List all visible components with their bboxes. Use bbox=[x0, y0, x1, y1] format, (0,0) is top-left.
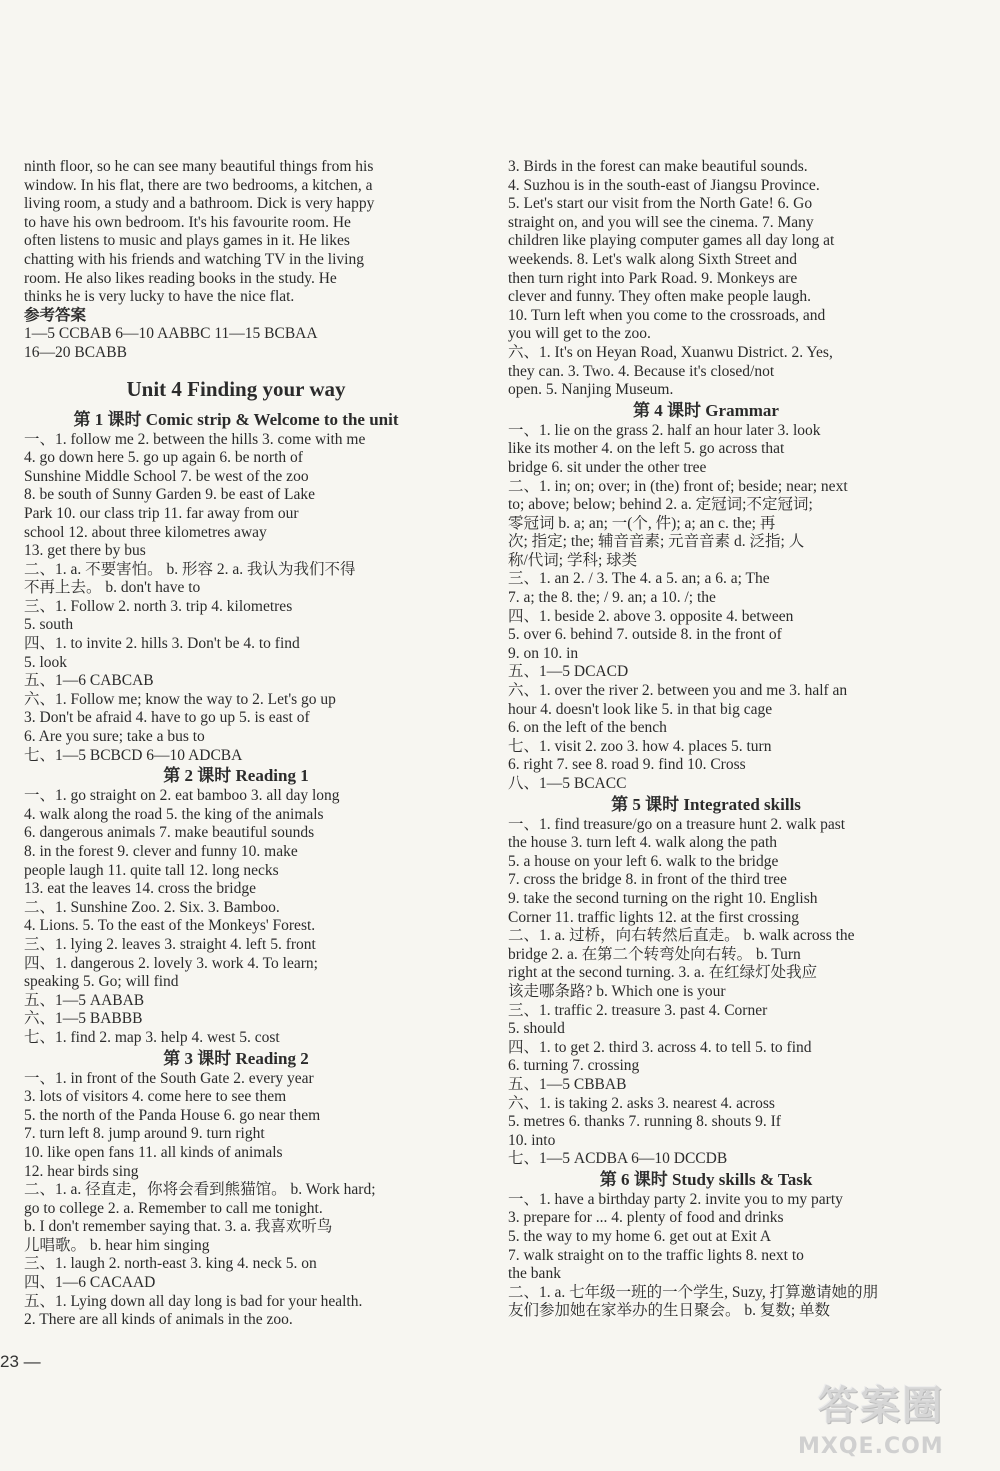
text-line: bridge 6. sit under the other tree bbox=[508, 458, 707, 476]
text-line: 七、1. find 2. map 3. help 4. west 5. cost bbox=[24, 1028, 280, 1046]
text-line: 4. Lions. 5. To the east of the Monkeys' Forest. bbox=[24, 917, 316, 935]
text-line: 6. right 7. see 8. road 9. find 10. Cross bbox=[508, 756, 746, 774]
text-line: thinks he is very lucky to have the nice flat. bbox=[24, 288, 295, 306]
text-line: 8. be south of Sunny Garden 9. be east of Lake bbox=[24, 486, 315, 504]
text-line: the bank bbox=[508, 1265, 561, 1283]
text-line: 13. get there by bus bbox=[24, 542, 146, 560]
text-line: 四、1. beside 2. above 3. opposite 4. between bbox=[508, 607, 794, 625]
text-line: 四、1. dangerous 2. lovely 3. work 4. To learn; bbox=[24, 954, 318, 972]
text-line: 4. Suzhou is in the south-east of Jiangsu Province. bbox=[508, 176, 820, 194]
text-line: 7. a; the 8. the; / 9. an; a 10. /; the bbox=[508, 589, 716, 607]
text-line: clever and funny. They often make people laugh. bbox=[508, 288, 811, 306]
text-line: 4. walk along the road 5. the king of the animals bbox=[24, 805, 324, 823]
lesson-heading: 第 3 课时 Reading 2 bbox=[163, 1048, 309, 1068]
text-line: 三、1. an 2. / 3. The 4. a 5. an; a 6. a; The bbox=[508, 570, 770, 588]
text-line: 6. Are you sure; take a bus to bbox=[24, 728, 205, 746]
watermark-text: 答案圈 bbox=[818, 1383, 944, 1429]
text-line: 八、1—5 BCACC bbox=[508, 775, 627, 792]
text-line: then turn right into Park Road. 9. Monkeys are bbox=[508, 269, 798, 287]
text-line: window. In his flat, there are two bedrooms, a kitchen, a bbox=[24, 176, 373, 194]
text-line: 二、1. a. 七年级一班的一个学生, Suzy, 打算邀请她的朋 bbox=[508, 1283, 879, 1301]
text-line: 该走哪条路? b. Which one is your bbox=[508, 982, 726, 1000]
text-line: 二、1. a. 不要害怕。 b. 形容 2. a. 我认为我们不得 bbox=[24, 560, 356, 578]
text-line: 六、1. is taking 2. asks 3. nearest 4. across bbox=[508, 1094, 775, 1112]
text-line: 六、1—5 BABBB bbox=[24, 1010, 143, 1028]
text-line: 零冠词 b. a; an; 一(个, 件); a; an c. the; 再 bbox=[508, 514, 776, 532]
text-line: 三、1. Follow 2. north 3. trip 4. kilometres bbox=[24, 597, 293, 615]
text-line: 不再上去。 b. don't have to bbox=[24, 579, 201, 597]
text-line: like its mother 4. on the left 5. go across that bbox=[508, 440, 785, 458]
text-line: school 12. about three kilometres away bbox=[24, 523, 267, 541]
text-line: to have his own bedroom. It's his favourite room. He bbox=[24, 213, 351, 231]
text-line: 五、1—5 AABAB bbox=[24, 991, 145, 1009]
text-line: 5. should bbox=[508, 1020, 565, 1038]
text-line: often listens to music and plays games in it. He likes bbox=[24, 232, 350, 250]
text-line: b. I don't remember saying that. 3. a. 我喜欢听鸟 bbox=[24, 1218, 333, 1236]
text-line: 二、1. Sunshine Zoo. 2. Six. 3. Bamboo. bbox=[24, 898, 280, 916]
text-line: 一、1. go straight on 2. eat bamboo 3. all day long bbox=[24, 787, 340, 805]
text-line: ninth floor, so he can see many beautiful things from his bbox=[24, 158, 374, 175]
text-line: children like playing computer games all day long at bbox=[508, 232, 835, 250]
text-line: 称/代词; 学科; 球类 bbox=[508, 551, 638, 569]
text-line: 5. look bbox=[24, 653, 68, 671]
text-line: 2. There are all kinds of animals in the zoo. bbox=[24, 1311, 293, 1329]
text-line: 二、1. a. 径直走，你将会看到熊猫馆。 b. Work hard; bbox=[24, 1181, 376, 1199]
text-line: 5. metres 6. thanks 7. running 8. shouts 9. If bbox=[508, 1113, 781, 1131]
text-line: living room, a study and a bathroom. Dick is very happy bbox=[24, 195, 375, 213]
text-line: Corner 11. traffic lights 12. at the first crossing bbox=[508, 908, 799, 926]
text-line: 一、1. have a birthday party 2. invite you to my party bbox=[508, 1190, 843, 1208]
text-line: 四、1. to invite 2. hills 3. Don't be 4. to find bbox=[24, 635, 300, 653]
lesson-heading: 第 1 课时 Comic strip & Welcome to the unit bbox=[73, 409, 399, 429]
text-line: 9. on 10. in bbox=[508, 644, 579, 662]
text-line: 六、1. Follow me; know the way to 2. Let's go up bbox=[24, 690, 336, 708]
left-column bbox=[24, 158, 448, 1330]
lesson-heading: 第 6 课时 Study skills & Task bbox=[599, 1169, 813, 1189]
text-line: 一、1. find treasure/go on a treasure hunt 2. walk past bbox=[508, 815, 846, 833]
page-number: 23 — bbox=[0, 1352, 41, 1371]
watermark-logo bbox=[780, 1372, 990, 1467]
text-line: 5. Let's start our visit from the North Gate! 6. Go bbox=[508, 195, 813, 213]
text-line: hour 4. doesn't look like 5. in that big cage bbox=[508, 700, 773, 718]
text-line: 9. take the second turning on the right 10. English bbox=[508, 889, 818, 907]
text-line: 7. cross the bridge 8. in front of the third tree bbox=[508, 871, 787, 889]
text-line: 3. prepare for ... 4. plenty of food and drinks bbox=[508, 1209, 784, 1227]
text-line: 5. south bbox=[24, 616, 74, 634]
text-line: open. 5. Nanjing Museum. bbox=[508, 381, 674, 399]
text-line: they can. 3. Two. 4. Because it's closed/not bbox=[508, 362, 775, 380]
text-line: 8. in the forest 9. clever and funny 10. make bbox=[24, 843, 298, 860]
text-line: 10. like open fans 11. all kinds of animals bbox=[24, 1143, 283, 1161]
lesson-heading: 第 4 课时 Grammar bbox=[633, 400, 779, 420]
text-line: 3. lots of visitors 4. come here to see them bbox=[24, 1088, 287, 1106]
text-line: straight on, and you will see the cinema. 7. Many bbox=[508, 213, 814, 231]
text-line: 七、1—5 ACDBA 6—10 DCCDB bbox=[508, 1150, 728, 1168]
text-line: to; above; below; behind 2. a. 定冠词;不定冠词; bbox=[508, 496, 813, 514]
text-line: 一、1. follow me 2. between the hills 3. come with me bbox=[24, 430, 366, 448]
text-line: room. He also likes reading books in the study. He bbox=[24, 269, 337, 287]
watermark-url: MXQE.COM bbox=[798, 1434, 944, 1459]
text-line: 六、1. over the river 2. between you and me 3. half an bbox=[508, 682, 848, 700]
text-line: 3. Don't be afraid 4. have to go up 5. is east of bbox=[24, 709, 310, 727]
text-line: people laugh 11. quite tall 12. long necks bbox=[24, 861, 279, 879]
text-line: 儿唱歌。 b. hear him singing bbox=[24, 1236, 210, 1254]
text-line: 7. turn left 8. jump around 9. turn right bbox=[24, 1125, 265, 1143]
unit-heading: Unit 4 Finding your way bbox=[126, 376, 346, 401]
text-line: 12. hear birds sing bbox=[24, 1162, 139, 1180]
right-column bbox=[508, 158, 904, 1321]
text-line: you will get to the zoo. bbox=[508, 325, 651, 343]
text-line: 5. the way to my home 6. get out at Exit A bbox=[508, 1228, 772, 1246]
text-line: 一、1. lie on the grass 2. half an hour later 3. look bbox=[508, 421, 821, 439]
text-line: 五、1—5 DCACD bbox=[508, 663, 629, 681]
text-line: 二、1. in; on; over; in (the) front of; beside; near; next bbox=[508, 477, 848, 495]
text-line: 三、1. laugh 2. north-east 3. king 4. neck 5. on bbox=[24, 1255, 317, 1273]
lesson-heading: 第 5 课时 Integrated skills bbox=[611, 794, 801, 814]
text-line: 二、1. a. 过桥，向右转然后直走。 b. walk across the bbox=[508, 927, 855, 945]
text-line: 三、1. traffic 2. treasure 3. past 4. Corner bbox=[508, 1001, 768, 1019]
text-line: 四、1—6 CACAAD bbox=[24, 1274, 156, 1292]
lesson-heading: 第 2 课时 Reading 1 bbox=[163, 766, 309, 786]
text-line: 10. Turn left when you come to the crossroads, and bbox=[508, 306, 826, 324]
text-line: 6. on the left of the bench bbox=[508, 719, 667, 737]
text-line: chatting with his friends and watching TV in the living bbox=[24, 250, 364, 268]
text-line: 友们参加她在家举办的生日聚会。 b. 复数; 单数 bbox=[508, 1302, 831, 1320]
text-line: 六、1. It's on Heyan Road, Xuanwu District. 2. Yes, bbox=[508, 343, 833, 361]
text-line: 七、1. visit 2. zoo 3. how 4. places 5. turn bbox=[508, 737, 772, 755]
text-line: 6. dangerous animals 7. make beautiful sounds bbox=[24, 824, 315, 842]
text-line: 4. go down here 5. go up again 6. be north of bbox=[24, 449, 303, 467]
text-line: right at the second turning. 3. a. 在红绿灯处我应 bbox=[508, 964, 818, 982]
text-line: 七、1—5 BCBCD 6—10 ADCBA bbox=[24, 746, 243, 764]
text-line: 13. eat the leaves 14. cross the bridge bbox=[24, 880, 256, 898]
text-line: 16—20 BCABB bbox=[24, 343, 127, 361]
text-line: Park 10. our class trip 11. far away from our bbox=[24, 504, 299, 522]
text-line: 5. over 6. behind 7. outside 8. in the front of bbox=[508, 626, 782, 644]
text-line: the house 3. turn left 4. walk along the path bbox=[508, 834, 778, 852]
text-line: 次; 指定; the; 辅音音素; 元音音素 d. 泛指; 人 bbox=[508, 533, 805, 551]
text-line: 1—5 CCBAB 6—10 AABBC 11—15 BCBAA bbox=[24, 325, 318, 343]
text-line: speaking 5. Go; will find bbox=[24, 973, 179, 991]
text-line: 五、1. Lying down all day long is bad for your health. bbox=[24, 1292, 363, 1310]
text-line: 10. into bbox=[508, 1131, 556, 1149]
text-line: 三、1. lying 2. leaves 3. straight 4. left 5. front bbox=[24, 935, 316, 953]
text-line: 五、1—6 CABCAB bbox=[24, 672, 154, 690]
answer-key-heading: 参考答案 bbox=[24, 306, 87, 324]
text-line: weekends. 8. Let's walk along Sixth Street and bbox=[508, 250, 798, 268]
text-line: 6. turning 7. crossing bbox=[508, 1057, 640, 1075]
text-line: bridge 2. a. 在第二个转弯处向右转。 b. Turn bbox=[508, 945, 801, 963]
text-line: 一、1. in front of the South Gate 2. every year bbox=[24, 1069, 314, 1087]
text-line: Sunshine Middle School 7. be west of the zoo bbox=[24, 467, 309, 485]
text-line: go to college 2. a. Remember to call me tonight. bbox=[24, 1199, 323, 1217]
text-line: 5. the north of the Panda House 6. go near them bbox=[24, 1106, 321, 1124]
text-line: 7. walk straight on to the traffic lights 8. next to bbox=[508, 1246, 804, 1264]
text-line: 五、1—5 CBBAB bbox=[508, 1075, 627, 1093]
text-line: 四、1. to get 2. third 3. across 4. to tell 5. to find bbox=[508, 1038, 812, 1056]
text-line: 5. a house on your left 6. walk to the bridge bbox=[508, 852, 779, 870]
text-line: 3. Birds in the forest can make beautiful sounds. bbox=[508, 158, 808, 175]
